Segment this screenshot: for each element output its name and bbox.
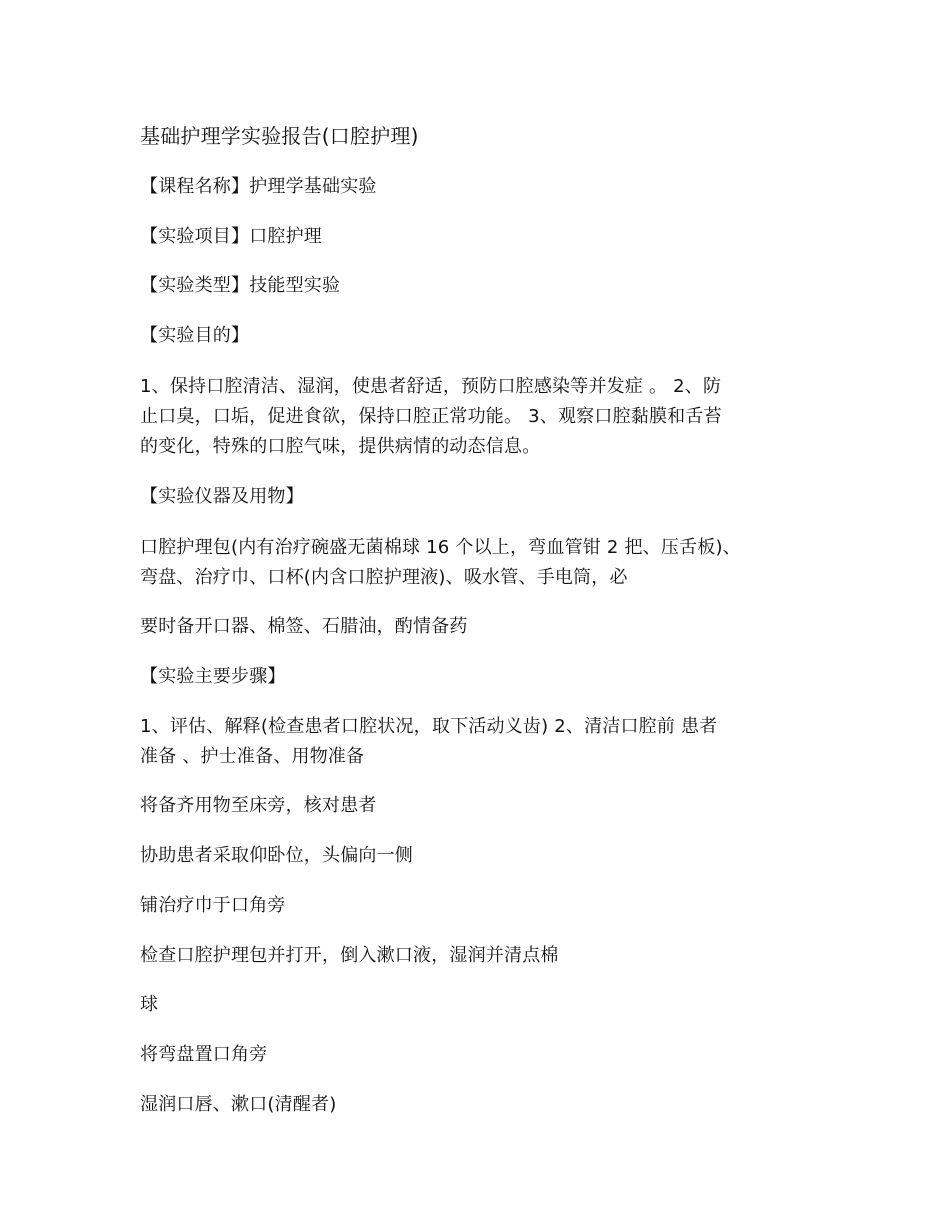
step-line-2: 协助患者采取仰卧位，头偏向一侧 bbox=[140, 845, 413, 866]
step-line-3: 铺治疗巾于口角旁 bbox=[140, 895, 286, 916]
course-name-line: 【课程名称】护理学基础实验 bbox=[140, 176, 377, 197]
step-line-1: 将备齐用物至床旁，核对患者 bbox=[140, 795, 377, 816]
equipment-extra-line: 要时备开口器、棉签、石腊油，酌情备药 bbox=[140, 616, 468, 637]
experiment-type-line: 【实验类型】技能型实验 bbox=[140, 275, 341, 296]
equipment-line-1: 口腔护理包(内有治疗碗盛无菌棉球 16 个以上，弯血管钳 2 把、压舌板)、 bbox=[140, 537, 741, 558]
equipment-line-2: 弯盘、治疗巾、口杯(内含口腔护理液)、吸水管、手电筒，必 bbox=[140, 567, 628, 588]
purpose-heading: 【实验目的】 bbox=[140, 325, 250, 346]
steps-intro-line-1: 1、评估、解释(检查患者口腔状况，取下活动义齿) 2、清洁口腔前 患者 bbox=[140, 716, 718, 737]
purpose-line-2: 止口臭，口垢，促进食欲，保持口腔正常功能。 3、观察口腔黏膜和舌苔 bbox=[140, 406, 722, 427]
steps-intro-line-2: 准备 、护士准备、用物准备 bbox=[140, 746, 365, 767]
document-title: 基础护理学实验报告(口腔护理) bbox=[140, 124, 419, 148]
step-line-7: 湿润口唇、漱口(清醒者) bbox=[140, 1094, 337, 1115]
purpose-line-1: 1、保持口腔清洁、湿润，使患者舒适，预防口腔感染等并发症 。 2、防 bbox=[140, 376, 722, 397]
experiment-item-line: 【实验项目】口腔护理 bbox=[140, 226, 322, 247]
step-line-6: 将弯盘置口角旁 bbox=[140, 1044, 268, 1065]
step-line-4: 检查口腔护理包并打开，倒入漱口液，湿润并清点棉 bbox=[140, 945, 559, 966]
step-line-5: 球 bbox=[140, 994, 159, 1015]
equipment-heading: 【实验仪器及用物】 bbox=[140, 486, 304, 507]
steps-heading: 【实验主要步骤】 bbox=[140, 666, 286, 687]
purpose-line-3: 的变化，特殊的口腔气味，提供病情的动态信息。 bbox=[140, 436, 541, 457]
